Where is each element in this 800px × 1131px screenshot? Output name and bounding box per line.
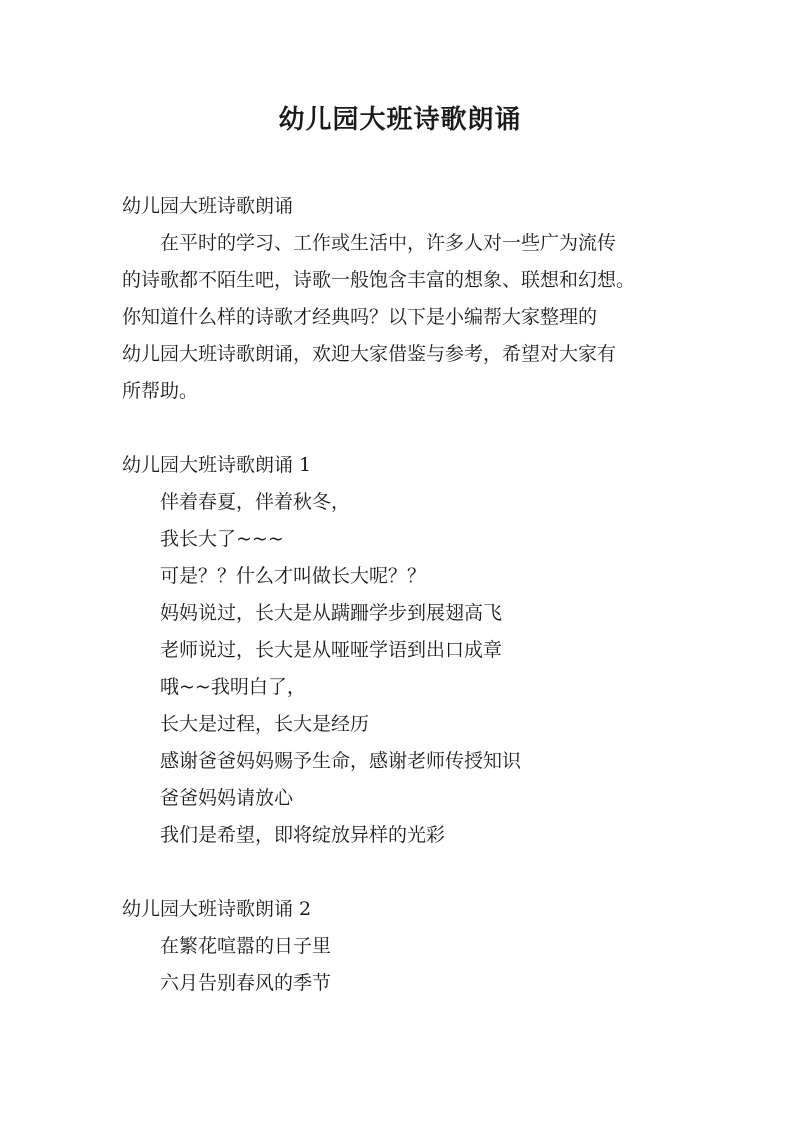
document-title: 幼儿园大班诗歌朗诵 xyxy=(278,105,522,135)
poem-line: 我长大了~~~ xyxy=(160,528,284,550)
intro-line: 的诗歌都不陌生吧，诗歌一般饱含丰富的想象、联想和幻想。 xyxy=(122,269,636,291)
intro-line: 所帮助。 xyxy=(122,380,199,402)
poem-line: 哦~~我明白了， xyxy=(160,676,306,698)
intro-line: 幼儿园大班诗歌朗诵，欢迎大家借鉴与参考，希望对大家有 xyxy=(122,343,617,365)
document-body xyxy=(122,188,682,1002)
intro-paragraph xyxy=(122,225,682,410)
poem-line: 六月告别春风的季节 xyxy=(160,972,332,994)
intro-heading: 幼儿园大班诗歌朗诵 xyxy=(122,195,294,217)
poem-line: 伴着春夏，伴着秋冬， xyxy=(160,491,351,513)
poem-line: 长大是过程，长大是经历 xyxy=(160,713,370,735)
section-spacer xyxy=(122,410,682,447)
poem-section-2 xyxy=(122,891,682,1002)
poem-line: 妈妈说过，长大是从蹒跚学步到展翅高飞 xyxy=(160,602,503,624)
section-spacer xyxy=(122,854,682,891)
intro-line: 在平时的学习、工作或生活中，许多人对一些广为流传 xyxy=(160,232,617,254)
poem-line: 可是？？什么才叫做长大呢？？ xyxy=(160,565,427,587)
poem-heading: 幼儿园大班诗歌朗诵 1 xyxy=(122,454,312,476)
intro-line: 你知道什么样的诗歌才经典吗？以下是小编帮大家整理的 xyxy=(122,306,598,328)
poem-section-1 xyxy=(122,447,682,854)
poem-line: 我们是希望，即将绽放异样的光彩 xyxy=(160,824,446,846)
poem-line: 老师说过，长大是从哑哑学语到出口成章 xyxy=(160,639,503,661)
poem-line: 感谢爸爸妈妈赐予生命，感谢老师传授知识 xyxy=(160,750,522,772)
poem-line: 爸爸妈妈请放心 xyxy=(160,787,294,809)
poem-heading: 幼儿园大班诗歌朗诵 2 xyxy=(122,898,312,920)
poem-line: 在繁花喧嚣的日子里 xyxy=(160,935,332,957)
